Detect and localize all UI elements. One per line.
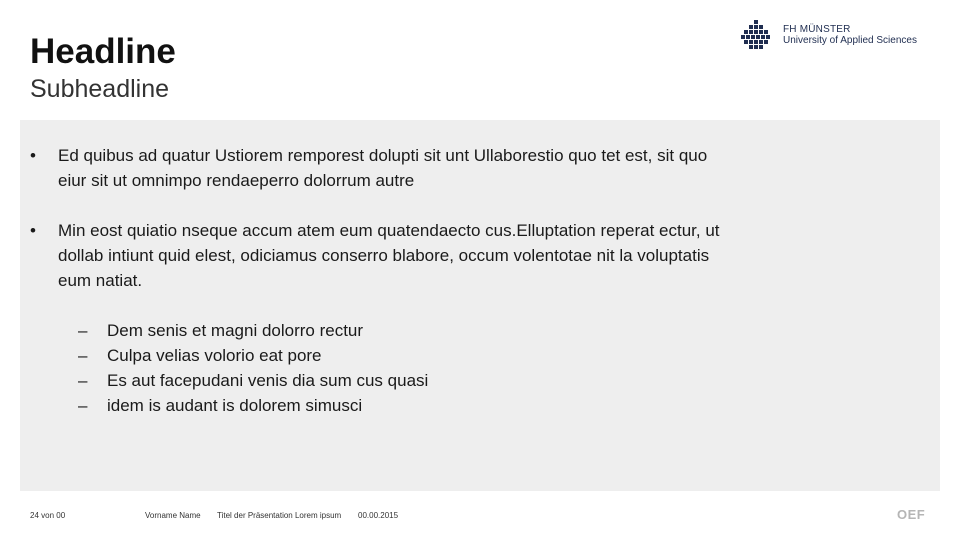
- dash-marker: –: [78, 346, 88, 365]
- dash-marker: –: [78, 371, 88, 390]
- logo-line-2: University of Applied Sciences: [783, 35, 917, 46]
- sub-bullet-item-3: [78, 368, 678, 393]
- sub-bullet-text: Culpa velias volorio eat pore: [107, 346, 322, 365]
- bullet-item-2: [30, 218, 730, 293]
- footer-oef-mark: OEF: [897, 507, 926, 522]
- content-area: [20, 120, 940, 491]
- sub-bullet-text: Es aut facepudani venis dia sum cus quasi: [107, 371, 429, 390]
- footer-date: 00.00.2015: [358, 511, 399, 520]
- sub-bullet-text: idem is audant is dolorem simusci: [107, 396, 363, 415]
- logo-wordmark: [783, 24, 917, 46]
- dash-marker: –: [78, 396, 88, 415]
- footer-presentation-title: Titel der Präsentation Lorem ipsum: [217, 511, 342, 520]
- sub-bullet-text: Dem senis et magni dolorro rectur: [107, 321, 364, 340]
- sub-bullet-item-1: [78, 318, 678, 343]
- bullet-marker: •: [30, 221, 36, 240]
- bullet-marker: •: [30, 146, 36, 165]
- footer-author: Vorname Name: [145, 511, 201, 520]
- bullet-text: Ed quibus ad quatur Ustiorem remporest dolupti sit unt Ullaborestio quo tet est, sit quo eiur sit ut omnimpo rendaeperro dolorrum autre: [58, 146, 708, 190]
- sub-bullet-item-2: [78, 343, 678, 368]
- logo-mark-icon: [741, 20, 771, 50]
- slide-subheadline: Subheadline: [30, 75, 170, 103]
- slide-headline: Headline: [30, 32, 176, 71]
- dash-marker: –: [78, 321, 88, 340]
- bullet-item-1: [30, 143, 730, 193]
- sub-bullet-item-4: [78, 393, 678, 418]
- logo-line-1: FH MÜNSTER: [783, 24, 851, 35]
- sub-bullet-list: [78, 318, 678, 418]
- university-logo: [741, 20, 931, 52]
- bullet-text: Min eost quiatio nseque accum atem eum quatendaecto cus.Elluptation reperat ectur, ut dollab intiunt quid elest, odiciamus conserro blabore, occum volentotae nit la voluptatis eum natiat.: [58, 221, 720, 290]
- footer-page-number: 24 von 00: [30, 511, 66, 520]
